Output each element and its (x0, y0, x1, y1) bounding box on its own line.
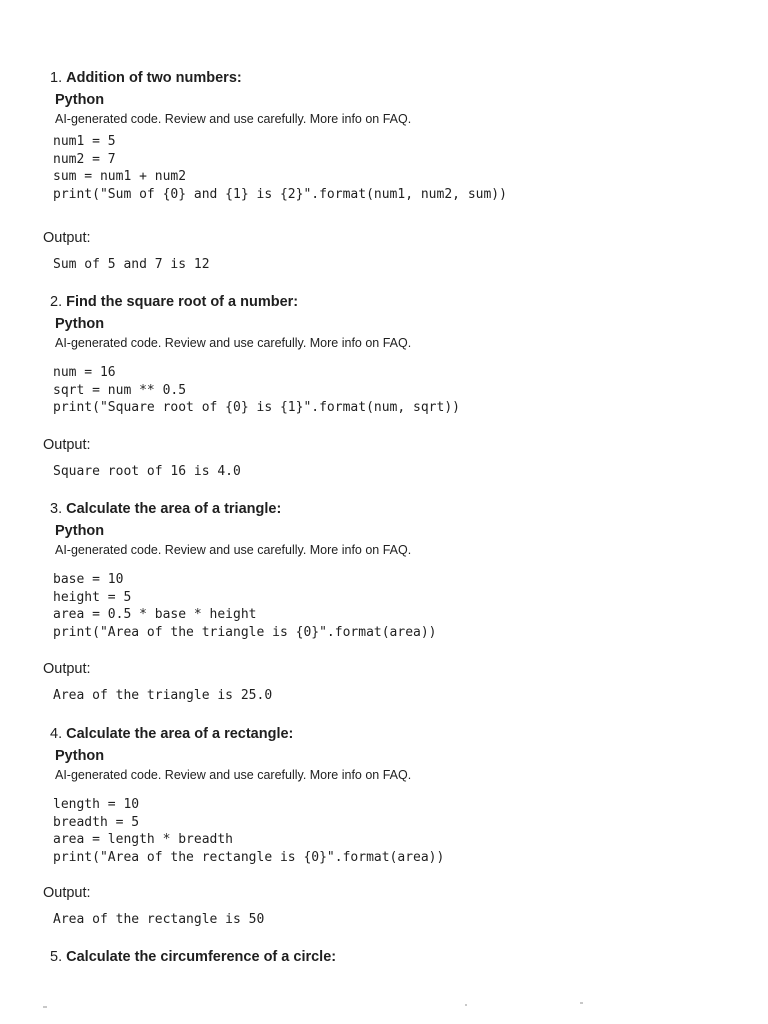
output-block: Area of the triangle is 25.0 (53, 688, 273, 703)
output-block: Sum of 5 and 7 is 12 (53, 257, 210, 272)
code-language-label: Python (55, 523, 105, 539)
code-block: length = 10 breadth = 5 area = length * breadth print("Area of the rectangle is {0}".format(area)) (53, 797, 445, 865)
section-heading (50, 725, 293, 743)
output-label: Output: (43, 661, 91, 677)
section-heading (50, 500, 281, 518)
ai-disclaimer: AI-generated code. Review and use carefully. More info on FAQ. (55, 336, 412, 350)
cut-off-next-line (0, 1000, 768, 1024)
section-number: 2. (50, 294, 63, 310)
code-language-label: Python (55, 316, 105, 332)
section-number: 5. (50, 949, 63, 965)
section-heading (50, 948, 336, 966)
section-title: Calculate the circumference of a circle: (66, 949, 337, 965)
code-block: base = 10 height = 5 area = 0.5 * base * height print("Area of the triangle is {0}".format(area)) (53, 572, 437, 640)
section-number: 1. (50, 70, 63, 86)
output-label: Output: (43, 437, 91, 453)
ai-disclaimer: AI-generated code. Review and use carefully. More info on FAQ. (55, 112, 412, 126)
output-label: Output: (43, 230, 91, 246)
output-block: Area of the rectangle is 50 (53, 912, 265, 927)
output-block: Square root of 16 is 4.0 (53, 464, 241, 479)
section-number: 4. (50, 726, 63, 742)
section-title: Find the square root of a number: (66, 294, 299, 310)
code-block: num = 16 sqrt = num ** 0.5 print("Square root of {0} is {1}".format(num, sqrt)) (53, 365, 460, 415)
cut-off-mark (580, 1002, 583, 1004)
section-heading (50, 293, 298, 311)
code-block: num1 = 5 num2 = 7 sum = num1 + num2 print("Sum of {0} and {1} is {2}".format(num1, num2, sum)) (53, 134, 507, 202)
ai-disclaimer: AI-generated code. Review and use carefully. More info on FAQ. (55, 543, 412, 557)
ai-disclaimer: AI-generated code. Review and use carefully. More info on FAQ. (55, 768, 412, 782)
code-language-label: Python (55, 92, 105, 108)
code-language-label: Python (55, 748, 105, 764)
cut-off-mark (43, 1006, 47, 1008)
section-number: 3. (50, 501, 63, 517)
output-label: Output: (43, 885, 91, 901)
section-heading (50, 69, 242, 87)
cut-off-mark (465, 1004, 467, 1006)
section-title: Calculate the area of a triangle: (66, 501, 282, 517)
section-title: Addition of two numbers: (66, 70, 242, 86)
section-title: Calculate the area of a rectangle: (66, 726, 294, 742)
